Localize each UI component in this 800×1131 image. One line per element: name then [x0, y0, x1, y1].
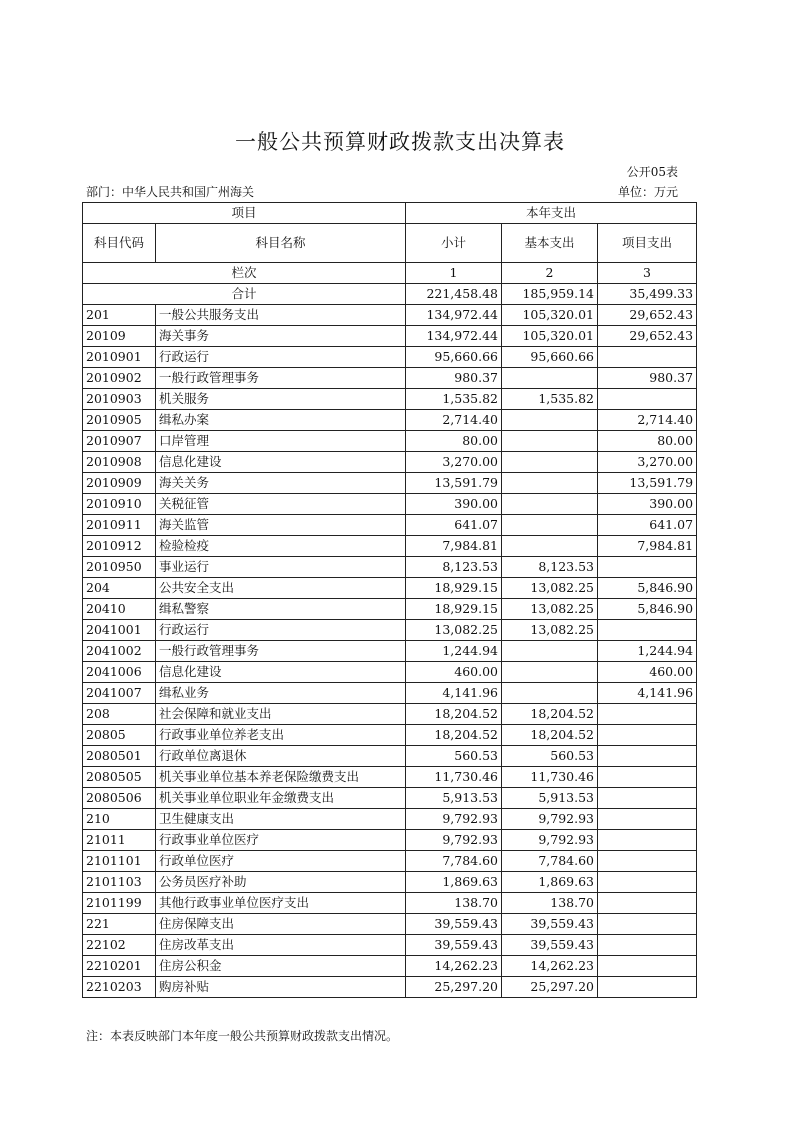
row-code: 2080505: [83, 767, 156, 788]
row-basic: [502, 473, 598, 494]
table-row: [83, 305, 697, 326]
row-subtotal: 641.07: [406, 515, 502, 536]
row-basic: 8,123.53: [502, 557, 598, 578]
row-basic: [502, 368, 598, 389]
table-row: [83, 620, 697, 641]
row-code: 2010905: [83, 410, 156, 431]
row-code: 2010950: [83, 557, 156, 578]
row-name: 住房改革支出: [156, 935, 406, 956]
row-code: 2041002: [83, 641, 156, 662]
row-name: 缉私办案: [156, 410, 406, 431]
row-code: 2010907: [83, 431, 156, 452]
row-basic: 18,204.52: [502, 725, 598, 746]
row-subtotal: 138.70: [406, 893, 502, 914]
row-basic: 9,792.93: [502, 809, 598, 830]
row-name: 购房补贴: [156, 977, 406, 998]
row-project: [598, 557, 697, 578]
row-project: [598, 767, 697, 788]
row-subtotal: 460.00: [406, 662, 502, 683]
row-project: [598, 893, 697, 914]
row-basic: [502, 410, 598, 431]
row-name: 行政事业单位医疗: [156, 830, 406, 851]
row-project: 13,591.79: [598, 473, 697, 494]
row-code: 2010902: [83, 368, 156, 389]
row-name: 住房保障支出: [156, 914, 406, 935]
row-basic: [502, 641, 598, 662]
row-project: [598, 851, 697, 872]
row-subtotal: 7,984.81: [406, 536, 502, 557]
column-label: 栏次: [83, 263, 406, 284]
column-number-1: 1: [406, 263, 502, 284]
row-basic: 13,082.25: [502, 620, 598, 641]
row-subtotal: 5,913.53: [406, 788, 502, 809]
table-row: [83, 935, 697, 956]
unit-label: 单位：万元: [617, 185, 678, 199]
row-name: 海关关务: [156, 473, 406, 494]
row-subtotal: 18,204.52: [406, 725, 502, 746]
row-code: 221: [83, 914, 156, 935]
row-name: 信息化建设: [156, 662, 406, 683]
table-row: [83, 389, 697, 410]
column-number-2: 2: [502, 263, 598, 284]
header-row-1: [83, 203, 697, 224]
row-basic: 95,660.66: [502, 347, 598, 368]
row-name: 其他行政事业单位医疗支出: [156, 893, 406, 914]
row-basic: 13,082.25: [502, 599, 598, 620]
row-subtotal: 9,792.93: [406, 809, 502, 830]
row-project: [598, 914, 697, 935]
row-subtotal: 14,262.23: [406, 956, 502, 977]
footnote: 注：本表反映部门本年度一般公共预算财政拨款支出情况。: [86, 1029, 399, 1043]
row-code: 2080506: [83, 788, 156, 809]
total-project: 35,499.33: [598, 284, 697, 305]
row-name: 行政事业单位养老支出: [156, 725, 406, 746]
table-row: [83, 851, 697, 872]
row-project: 4,141.96: [598, 683, 697, 704]
table-row: [83, 515, 697, 536]
total-label: 合计: [83, 284, 406, 305]
row-basic: 138.70: [502, 893, 598, 914]
row-name: 卫生健康支出: [156, 809, 406, 830]
row-project: [598, 956, 697, 977]
header-basic: 基本支出: [502, 224, 598, 263]
row-name: 公共安全支出: [156, 578, 406, 599]
row-project: 29,652.43: [598, 326, 697, 347]
table-row: [83, 347, 697, 368]
header-subtotal: 小计: [406, 224, 502, 263]
table-row: [83, 599, 697, 620]
row-subtotal: 560.53: [406, 746, 502, 767]
table-row: [83, 326, 697, 347]
row-code: 2041001: [83, 620, 156, 641]
row-subtotal: 18,929.15: [406, 599, 502, 620]
table-row: [83, 494, 697, 515]
column-number-row: [83, 263, 697, 284]
row-project: [598, 704, 697, 725]
row-project: 3,270.00: [598, 452, 697, 473]
row-project: [598, 746, 697, 767]
table-row: [83, 977, 697, 998]
row-subtotal: 80.00: [406, 431, 502, 452]
row-subtotal: 1,869.63: [406, 872, 502, 893]
row-code: 2101103: [83, 872, 156, 893]
row-project: 7,984.81: [598, 536, 697, 557]
row-name: 行政运行: [156, 620, 406, 641]
total-subtotal: 221,458.48: [406, 284, 502, 305]
row-name: 检验检疫: [156, 536, 406, 557]
row-subtotal: 390.00: [406, 494, 502, 515]
row-name: 缉私警察: [156, 599, 406, 620]
row-subtotal: 11,730.46: [406, 767, 502, 788]
row-name: 一般公共服务支出: [156, 305, 406, 326]
row-project: [598, 725, 697, 746]
row-code: 21011: [83, 830, 156, 851]
row-code: 2101101: [83, 851, 156, 872]
row-project: [598, 872, 697, 893]
table-row: [83, 956, 697, 977]
row-project: 460.00: [598, 662, 697, 683]
row-project: [598, 809, 697, 830]
row-basic: 7,784.60: [502, 851, 598, 872]
row-project: 29,652.43: [598, 305, 697, 326]
row-code: 2010911: [83, 515, 156, 536]
row-basic: [502, 431, 598, 452]
table-row: [83, 683, 697, 704]
row-subtotal: 39,559.43: [406, 935, 502, 956]
row-basic: [502, 494, 598, 515]
table-row: [83, 914, 697, 935]
total-row: [83, 284, 697, 305]
row-project: [598, 347, 697, 368]
row-project: 980.37: [598, 368, 697, 389]
row-subtotal: 9,792.93: [406, 830, 502, 851]
row-basic: 13,082.25: [502, 578, 598, 599]
row-code: 22102: [83, 935, 156, 956]
budget-table: [82, 202, 697, 998]
row-subtotal: 4,141.96: [406, 683, 502, 704]
row-code: 201: [83, 305, 156, 326]
row-subtotal: 1,244.94: [406, 641, 502, 662]
header-project: 项目支出: [598, 224, 697, 263]
total-basic: 185,959.14: [502, 284, 598, 305]
row-code: 2101199: [83, 893, 156, 914]
row-code: 210: [83, 809, 156, 830]
row-basic: [502, 683, 598, 704]
row-basic: 39,559.43: [502, 935, 598, 956]
row-basic: [502, 662, 598, 683]
row-name: 住房公积金: [156, 956, 406, 977]
row-basic: 14,262.23: [502, 956, 598, 977]
row-name: 公务员医疗补助: [156, 872, 406, 893]
row-code: 2010903: [83, 389, 156, 410]
row-name: 行政运行: [156, 347, 406, 368]
row-basic: 39,559.43: [502, 914, 598, 935]
table-row: [83, 578, 697, 599]
table-row: [83, 536, 697, 557]
header-code: 科目代码: [83, 224, 156, 263]
table-row: [83, 557, 697, 578]
row-name: 一般行政管理事务: [156, 368, 406, 389]
row-subtotal: 134,972.44: [406, 305, 502, 326]
table-row: [83, 746, 697, 767]
table-row: [83, 452, 697, 473]
table-row: [83, 725, 697, 746]
table-row: [83, 788, 697, 809]
row-basic: 9,792.93: [502, 830, 598, 851]
row-project: 80.00: [598, 431, 697, 452]
table-row: [83, 473, 697, 494]
row-basic: 5,913.53: [502, 788, 598, 809]
header-name: 科目名称: [156, 224, 406, 263]
row-name: 行政单位离退休: [156, 746, 406, 767]
row-project: 1,244.94: [598, 641, 697, 662]
row-name: 海关事务: [156, 326, 406, 347]
row-name: 海关监管: [156, 515, 406, 536]
row-basic: [502, 536, 598, 557]
table-row: [83, 809, 697, 830]
row-subtotal: 8,123.53: [406, 557, 502, 578]
row-name: 一般行政管理事务: [156, 641, 406, 662]
row-project: [598, 977, 697, 998]
row-name: 社会保障和就业支出: [156, 704, 406, 725]
row-project: [598, 935, 697, 956]
form-number: 公开05表: [626, 165, 678, 179]
row-project: 5,846.90: [598, 599, 697, 620]
table-row: [83, 830, 697, 851]
row-code: 2041007: [83, 683, 156, 704]
row-code: 2010910: [83, 494, 156, 515]
row-basic: 1,869.63: [502, 872, 598, 893]
column-number-3: 3: [598, 263, 697, 284]
department-label: 部门：中华人民共和国广州海关: [86, 185, 255, 199]
row-code: 2210201: [83, 956, 156, 977]
row-name: 缉私业务: [156, 683, 406, 704]
table-row: [83, 704, 697, 725]
row-name: 行政单位医疗: [156, 851, 406, 872]
row-basic: 18,204.52: [502, 704, 598, 725]
row-code: 2010912: [83, 536, 156, 557]
row-code: 2210203: [83, 977, 156, 998]
row-subtotal: 134,972.44: [406, 326, 502, 347]
row-basic: 105,320.01: [502, 305, 598, 326]
header-item: 项目: [83, 203, 406, 224]
row-code: 2041006: [83, 662, 156, 683]
row-code: 2010909: [83, 473, 156, 494]
row-code: 2080501: [83, 746, 156, 767]
row-code: 20410: [83, 599, 156, 620]
table-row: [83, 368, 697, 389]
table-row: [83, 767, 697, 788]
row-project: 5,846.90: [598, 578, 697, 599]
row-subtotal: 1,535.82: [406, 389, 502, 410]
row-subtotal: 18,204.52: [406, 704, 502, 725]
row-name: 信息化建设: [156, 452, 406, 473]
row-subtotal: 7,784.60: [406, 851, 502, 872]
row-code: 20805: [83, 725, 156, 746]
row-basic: 25,297.20: [502, 977, 598, 998]
row-basic: 560.53: [502, 746, 598, 767]
row-name: 事业运行: [156, 557, 406, 578]
row-code: 2010908: [83, 452, 156, 473]
row-project: [598, 830, 697, 851]
row-code: 204: [83, 578, 156, 599]
row-basic: 105,320.01: [502, 326, 598, 347]
row-subtotal: 980.37: [406, 368, 502, 389]
table-row: [83, 872, 697, 893]
row-subtotal: 95,660.66: [406, 347, 502, 368]
row-name: 机关事业单位基本养老保险缴费支出: [156, 767, 406, 788]
row-project: [598, 389, 697, 410]
row-code: 2010901: [83, 347, 156, 368]
row-name: 机关服务: [156, 389, 406, 410]
row-basic: [502, 452, 598, 473]
row-name: 口岸管理: [156, 431, 406, 452]
row-code: 20109: [83, 326, 156, 347]
row-subtotal: 13,591.79: [406, 473, 502, 494]
header-row-2: [83, 224, 697, 263]
table-row: [83, 662, 697, 683]
header-current-year: 本年支出: [406, 203, 697, 224]
row-subtotal: 3,270.00: [406, 452, 502, 473]
table-row: [83, 641, 697, 662]
row-basic: 1,535.82: [502, 389, 598, 410]
row-name: 机关事业单位职业年金缴费支出: [156, 788, 406, 809]
row-project: [598, 788, 697, 809]
row-subtotal: 2,714.40: [406, 410, 502, 431]
row-code: 208: [83, 704, 156, 725]
row-project: 641.07: [598, 515, 697, 536]
table-row: [83, 893, 697, 914]
table-row: [83, 431, 697, 452]
row-subtotal: 25,297.20: [406, 977, 502, 998]
row-name: 关税征管: [156, 494, 406, 515]
row-basic: 11,730.46: [502, 767, 598, 788]
row-project: [598, 620, 697, 641]
row-basic: [502, 515, 598, 536]
page-title: 一般公共预算财政拨款支出决算表: [235, 130, 565, 154]
table-row: [83, 410, 697, 431]
row-project: 390.00: [598, 494, 697, 515]
row-subtotal: 18,929.15: [406, 578, 502, 599]
row-project: 2,714.40: [598, 410, 697, 431]
row-subtotal: 39,559.43: [406, 914, 502, 935]
row-subtotal: 13,082.25: [406, 620, 502, 641]
